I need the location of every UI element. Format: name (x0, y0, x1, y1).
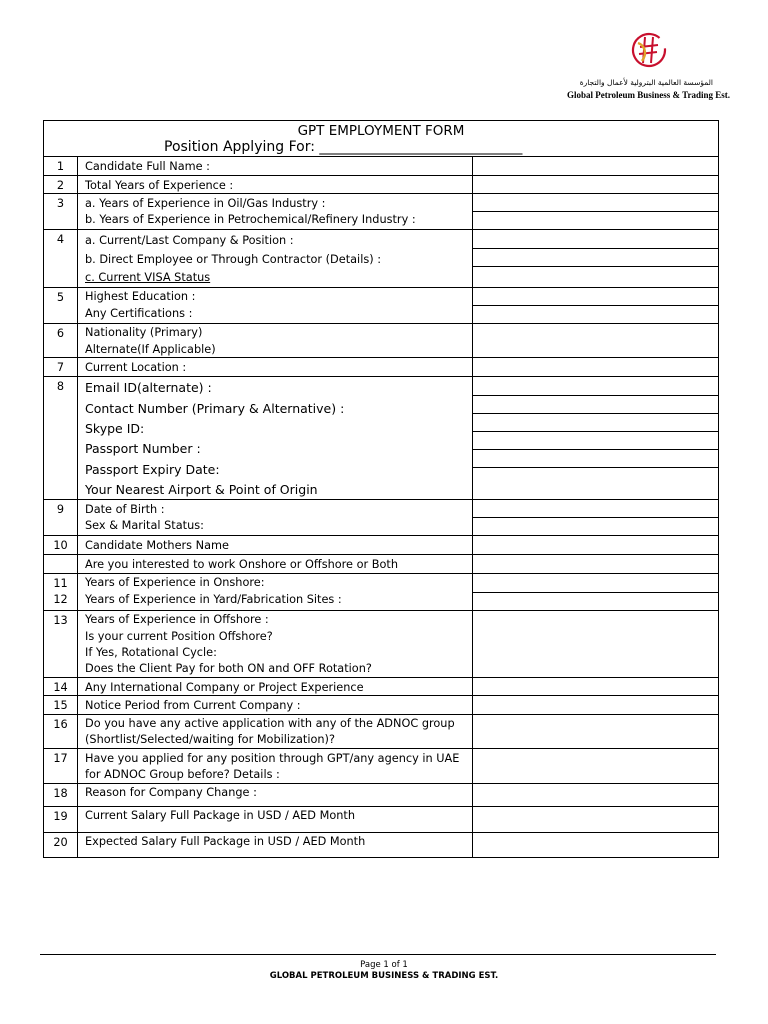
question-text: Contact Number (Primary & Alternative) : (85, 400, 345, 416)
footer-divider (40, 954, 716, 955)
form-row (44, 176, 719, 194)
question-label (85, 212, 472, 228)
question-label (85, 359, 472, 375)
answer-cell[interactable] (473, 677, 719, 695)
question-label (85, 195, 472, 211)
form-row (44, 157, 719, 176)
answer-divider (473, 413, 718, 414)
question-cell (78, 194, 473, 230)
form-row (44, 677, 719, 695)
row-number-label: 17 (53, 752, 68, 766)
question-text: Current Salary Full Package in USD / AED Month (85, 809, 355, 823)
row-number (44, 573, 78, 610)
position-label: Position Applying For: (164, 139, 315, 155)
question-label (85, 418, 472, 438)
row-number (44, 176, 78, 194)
question-cell (78, 806, 473, 832)
question-text: If Yes, Rotational Cycle: (85, 646, 217, 659)
row-number (44, 358, 78, 376)
row-number (44, 323, 78, 358)
question-text: for ADNOC Group before? Details : (85, 768, 280, 782)
form-row (44, 610, 719, 677)
row-number (44, 714, 78, 749)
row-number (44, 376, 78, 500)
question-text: Expected Salary Full Package in USD / AED Month (85, 835, 366, 849)
answer-cell[interactable] (473, 749, 719, 784)
form-row (44, 500, 719, 536)
question-text: b. Years of Experience in Petrochemical/Refinery Industry : (85, 213, 416, 227)
question-text: Have you applied for any position through GPT/any agency in UAE (85, 751, 460, 765)
question-cell (78, 358, 473, 376)
row-number-label: 7 (56, 361, 65, 375)
question-text: Date of Birth : (85, 503, 165, 517)
question-label (85, 661, 472, 677)
question-text: Does the Client Pay for both ON and OFF Rotation? (85, 662, 372, 676)
form-row (44, 287, 719, 323)
question-label (85, 612, 472, 628)
row-number (44, 536, 78, 555)
form-row (44, 323, 719, 358)
question-cell (78, 555, 473, 573)
row-number (44, 157, 78, 176)
question-text: Candidate Full Name : (85, 159, 210, 173)
form-row (44, 194, 719, 230)
question-cell (78, 832, 473, 857)
answer-divider (473, 211, 718, 212)
question-label (85, 591, 472, 607)
question-text: Any International Company or Project Experience (85, 680, 364, 694)
row-number-label: 16 (53, 717, 68, 731)
answer-cell[interactable] (473, 714, 719, 749)
row-number (44, 194, 78, 230)
question-label (85, 716, 472, 732)
question-text: Do you have any active application with any of the ADNOC group (85, 717, 455, 731)
question-label (85, 378, 472, 398)
question-label (85, 250, 472, 269)
question-cell (78, 323, 473, 358)
question-label (85, 289, 472, 305)
question-cell (78, 376, 473, 500)
footer-company-name: GLOBAL PETROLEUM BUSINESS & TRADING EST. (269, 971, 499, 981)
row-number-label: 15 (53, 699, 68, 713)
form-row (44, 714, 719, 749)
question-text: Sex & Marital Status: (85, 519, 204, 533)
question-label (85, 459, 472, 479)
form-row (44, 696, 719, 714)
row-number (44, 783, 78, 806)
question-label (85, 341, 472, 357)
row-number-label: 2 (56, 179, 65, 192)
row-number-label: 1 (56, 160, 65, 173)
row-number-label: 18 (53, 786, 68, 800)
question-label (85, 697, 472, 713)
row-number (44, 555, 78, 573)
form-row (44, 376, 719, 500)
row-number (44, 696, 78, 714)
question-label (85, 808, 472, 824)
question-text: (Shortlist/Selected/waiting for Mobilization)? (85, 733, 335, 747)
answer-cell[interactable] (473, 573, 719, 610)
question-cell (78, 677, 473, 695)
row-number (44, 230, 78, 288)
question-text: Nationality (Primary) (85, 326, 203, 340)
form-row (44, 230, 719, 288)
question-text: Candidate Mothers Name (85, 539, 229, 553)
question-label (85, 231, 472, 250)
question-label (85, 766, 472, 782)
question-text: Alternate(If Applicable) (85, 342, 216, 356)
question-text: Email ID(alternate) : (85, 380, 212, 396)
question-label (85, 158, 472, 174)
question-label (85, 537, 472, 553)
answer-divider (473, 266, 718, 267)
row-number-label: 3 (56, 197, 65, 211)
row-number-label: 9 (56, 503, 65, 517)
employment-form (43, 120, 718, 853)
row-number (44, 677, 78, 695)
form-row (44, 749, 719, 784)
question-label (85, 398, 472, 418)
row-number-label: 20 (53, 835, 68, 849)
answer-divider (473, 517, 718, 518)
answer-cell[interactable] (473, 536, 719, 555)
answer-divider (473, 395, 718, 396)
page-number: Page 1 of 1 (360, 960, 408, 970)
answer-divider (473, 305, 718, 306)
form-row (44, 573, 719, 610)
row-number-label: 4 (56, 233, 65, 247)
row-number (44, 287, 78, 323)
row-number (44, 749, 78, 784)
company-name-arabic: المؤسسة العالمية البترولية لأعمال والتجارة (579, 78, 713, 87)
row-number-label: 12 (53, 592, 68, 606)
question-text: Reason for Company Change : (85, 786, 257, 800)
row-number-label: 5 (56, 290, 65, 304)
answer-cell[interactable] (473, 783, 719, 806)
question-text: Your Nearest Airport & Point of Origin (85, 481, 318, 497)
question-label (85, 479, 472, 499)
answer-cell[interactable] (473, 376, 719, 500)
question-text: Passport Expiry Date: (85, 461, 220, 477)
form-title: GPT EMPLOYMENT FORM (297, 123, 465, 139)
question-text: Total Years of Experience : (85, 178, 234, 192)
question-text: c. Current VISA Status (85, 271, 211, 285)
answer-cell[interactable] (473, 832, 719, 857)
answer-divider (473, 248, 718, 249)
answer-divider (473, 592, 718, 593)
answer-cell[interactable] (473, 610, 719, 677)
answer-cell[interactable] (473, 287, 719, 323)
question-label (85, 325, 472, 341)
row-number-label: 14 (53, 680, 68, 694)
question-cell (78, 714, 473, 749)
position-applying-field[interactable] (44, 139, 718, 155)
answer-cell[interactable] (473, 500, 719, 536)
row-number-label: 19 (53, 809, 68, 823)
company-logo-icon (628, 31, 668, 69)
question-label (85, 268, 472, 287)
question-text: Passport Number : (85, 441, 201, 457)
question-label (85, 834, 472, 850)
row-number-label: 10 (53, 539, 68, 553)
question-text: Years of Experience in Offshore : (85, 613, 269, 627)
row-number-label: 8 (56, 379, 65, 393)
question-text: Current Location : (85, 361, 187, 375)
question-label (85, 644, 472, 660)
answer-divider (473, 467, 718, 468)
answer-cell[interactable] (473, 358, 719, 376)
form-row (44, 832, 719, 857)
question-label (85, 305, 472, 321)
question-cell (78, 500, 473, 536)
row-number-label: 11 (53, 576, 68, 590)
question-text: a. Current/Last Company & Position : (85, 234, 294, 248)
answer-cell[interactable] (473, 555, 719, 573)
question-cell (78, 287, 473, 323)
question-label (85, 628, 472, 644)
form-header (44, 121, 719, 157)
question-cell (78, 176, 473, 194)
row-number (44, 610, 78, 677)
question-cell (78, 230, 473, 288)
answer-cell[interactable] (473, 194, 719, 230)
question-cell (78, 749, 473, 784)
question-text: Highest Education : (85, 290, 196, 304)
row-number (44, 832, 78, 857)
form-row (44, 358, 719, 376)
question-text: Years of Experience in Onshore: (85, 576, 265, 590)
question-label (85, 575, 472, 591)
question-text: a. Years of Experience in Oil/Gas Industry : (85, 196, 326, 210)
row-number-label: 13 (53, 613, 68, 627)
question-text: Is your current Position Offshore? (85, 629, 273, 643)
answer-cell[interactable] (473, 323, 719, 358)
question-text: Are you interested to work Onshore or Offshore or Both (85, 558, 398, 572)
row-number-label: 6 (56, 326, 65, 340)
question-label (85, 439, 472, 459)
position-blank: _____________________________ (319, 139, 523, 155)
form-row (44, 536, 719, 555)
company-name: Global Petroleum Business & Trading Est. (566, 90, 730, 100)
question-label (85, 679, 472, 695)
question-text: b. Direct Employee or Through Contractor (Details) : (85, 252, 382, 266)
form-row (44, 555, 719, 573)
question-text: Notice Period from Current Company : (85, 698, 301, 712)
answer-divider (473, 449, 718, 450)
question-label (85, 177, 472, 193)
question-label (85, 556, 472, 572)
question-cell (78, 536, 473, 555)
row-number (44, 806, 78, 832)
answer-cell[interactable] (473, 157, 719, 176)
answer-cell[interactable] (473, 230, 719, 288)
question-cell (78, 573, 473, 610)
question-label (85, 501, 472, 517)
question-label (85, 518, 472, 534)
question-label (85, 732, 472, 748)
question-text: Any Certifications : (85, 306, 193, 320)
answer-cell[interactable] (473, 696, 719, 714)
question-label (85, 785, 472, 801)
answer-cell[interactable] (473, 176, 719, 194)
question-cell (78, 157, 473, 176)
answer-divider (473, 431, 718, 432)
question-cell (78, 610, 473, 677)
form-row (44, 806, 719, 832)
question-text: Skype ID: (85, 420, 145, 436)
answer-cell[interactable] (473, 806, 719, 832)
question-text: Years of Experience in Yard/Fabrication Sites : (85, 592, 342, 606)
question-label (85, 750, 472, 766)
question-cell (78, 783, 473, 806)
form-row (44, 783, 719, 806)
question-cell (78, 696, 473, 714)
row-number (44, 500, 78, 536)
